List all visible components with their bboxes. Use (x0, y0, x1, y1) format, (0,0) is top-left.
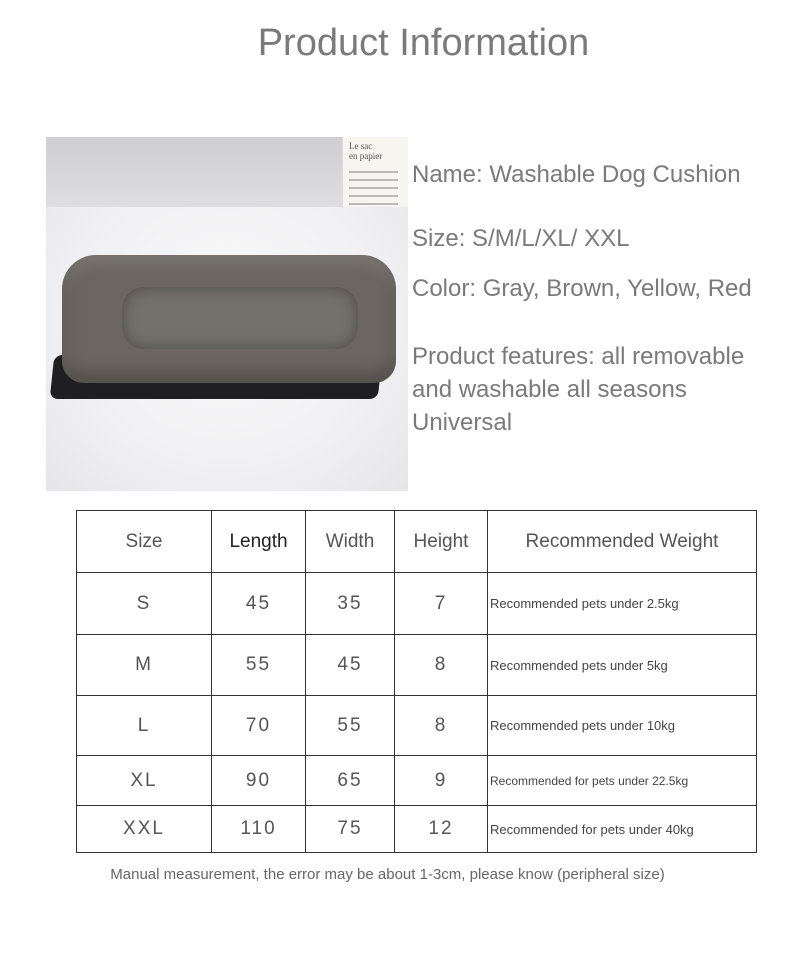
cell-recommended: Recommended pets under 2.5kg (488, 573, 757, 635)
cell-recommended: Recommended for pets under 22.5kg (488, 756, 757, 806)
cell-height: 7 (395, 573, 488, 635)
cushion-pad (122, 287, 358, 349)
cell-size: XL (77, 756, 212, 806)
cell-height: 8 (395, 635, 488, 696)
table-row (77, 573, 757, 635)
cell-length: 110 (212, 806, 306, 853)
cell-height: 12 (395, 806, 488, 853)
header-size: Size (77, 511, 212, 573)
cell-size: L (77, 696, 212, 756)
product-features: Product features: all removable and washable all seasons Universal (412, 343, 745, 436)
header-width: Width (306, 511, 395, 573)
cell-height: 8 (395, 696, 488, 756)
product-size: Size: S/M/L/XL/ XXL (412, 225, 630, 252)
bag-text-2: en papier (349, 151, 383, 161)
cell-length: 90 (212, 756, 306, 806)
cell-width: 75 (306, 806, 395, 853)
cell-width: 45 (306, 635, 395, 696)
table-row (77, 635, 757, 696)
table-row (77, 756, 757, 806)
cell-width: 35 (306, 573, 395, 635)
header-length: Length (212, 511, 306, 573)
cell-width: 55 (306, 696, 395, 756)
table-row (77, 806, 757, 853)
table-row (77, 696, 757, 756)
header-height: Height (395, 511, 488, 573)
cell-width: 65 (306, 756, 395, 806)
product-name: Name: Washable Dog Cushion (412, 161, 741, 188)
table-header-row (77, 511, 757, 573)
product-color: Color: Gray, Brown, Yellow, Red (412, 275, 752, 302)
cell-size: XXL (77, 806, 212, 853)
cell-size: M (77, 635, 212, 696)
cell-recommended: Recommended pets under 5kg (488, 635, 757, 696)
cell-recommended: Recommended pets under 10kg (488, 696, 757, 756)
cell-height: 9 (395, 756, 488, 806)
header-recommended-weight: Recommended Weight (488, 511, 757, 573)
size-table (76, 510, 757, 853)
page-title: Product Information (257, 22, 590, 64)
cell-length: 45 (212, 573, 306, 635)
product-photo (46, 137, 408, 491)
cell-length: 70 (212, 696, 306, 756)
cell-recommended: Recommended for pets under 40kg (488, 806, 757, 853)
cell-size: S (77, 573, 212, 635)
bag-text-1: Le sac (349, 141, 373, 151)
cell-length: 55 (212, 635, 306, 696)
measurement-note: Manual measurement, the error may be about 1-3cm, please know (peripheral size) (110, 866, 665, 883)
